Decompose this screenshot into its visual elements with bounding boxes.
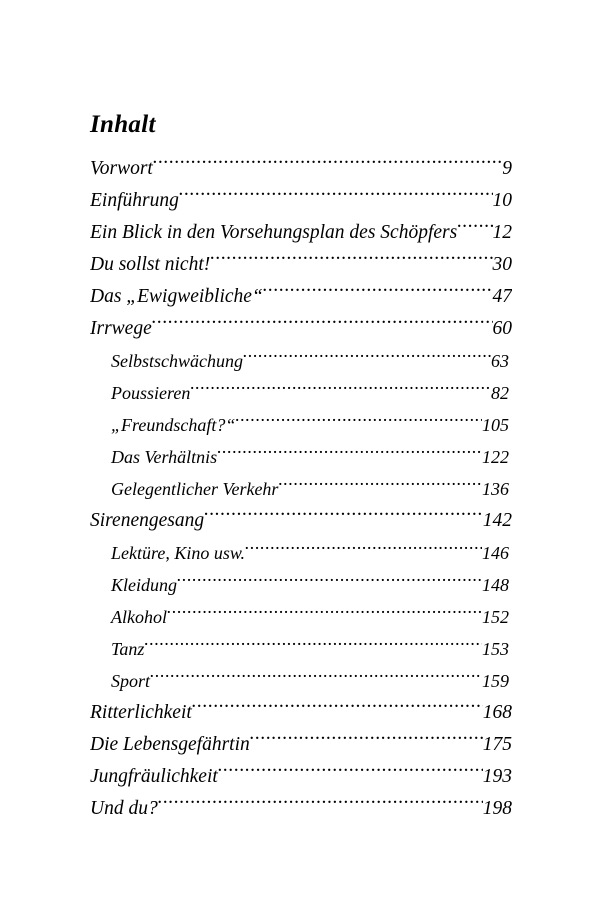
toc-entry-page-number: 60 <box>492 318 512 339</box>
toc-entry[interactable] <box>90 761 512 793</box>
toc-entry-page-number: 159 <box>482 671 509 691</box>
toc-dot-leader <box>167 605 482 623</box>
toc-dot-leader <box>210 251 492 271</box>
toc-entry[interactable] <box>90 601 512 633</box>
toc-entry[interactable] <box>90 345 512 377</box>
toc-dot-leader <box>218 763 483 783</box>
toc-entry-label: Jungfräulichkeit <box>90 766 218 787</box>
toc-entry-label: Selbstschwächung <box>111 351 243 371</box>
toc-entry[interactable] <box>90 441 512 473</box>
toc-entry-label: Sirenengesang <box>90 510 205 531</box>
toc-entry-page-number: 193 <box>482 766 512 787</box>
toc-entry-list <box>90 153 512 825</box>
toc-entry-page-number: 12 <box>492 222 512 243</box>
toc-entry-label: Und du? <box>90 798 158 819</box>
toc-dot-leader <box>243 349 491 367</box>
toc-entry-label: Ritterlichkeit <box>90 702 192 723</box>
toc-entry[interactable] <box>90 153 512 185</box>
toc-entry[interactable] <box>90 217 512 249</box>
toc-entry-page-number: 10 <box>492 190 512 211</box>
toc-dot-leader <box>263 283 493 303</box>
toc-dot-leader <box>245 541 482 559</box>
toc-entry-page-number: 153 <box>482 639 509 659</box>
toc-entry-page-number: 146 <box>482 543 509 563</box>
toc-entry[interactable] <box>90 569 512 601</box>
toc-dot-leader <box>457 219 492 239</box>
toc-dot-leader <box>278 477 482 495</box>
toc-dot-leader <box>179 187 493 207</box>
toc-entry-page-number: 142 <box>482 510 512 531</box>
toc-entry-page-number: 148 <box>482 575 509 595</box>
toc-entry[interactable] <box>90 729 512 761</box>
toc-entry-label: Du sollst nicht! <box>90 254 211 275</box>
toc-entry[interactable] <box>90 633 512 665</box>
toc-entry-page-number: 63 <box>491 351 509 371</box>
toc-dot-leader <box>190 381 491 399</box>
toc-entry-label: Alkohol <box>111 607 167 627</box>
toc-dot-leader <box>235 413 482 431</box>
table-of-contents <box>90 112 512 825</box>
toc-entry-label: Einführung <box>90 190 179 211</box>
toc-entry[interactable] <box>90 505 512 537</box>
toc-dot-leader <box>177 573 482 591</box>
toc-entry-page-number: 122 <box>482 447 509 467</box>
toc-entry-label: Das „Ewigweibliche“ <box>90 286 263 307</box>
page-title: Inhalt <box>90 111 156 138</box>
toc-entry-label: Irrwege <box>90 318 152 339</box>
toc-entry[interactable] <box>90 793 512 825</box>
toc-entry-label: Kleidung <box>111 575 177 595</box>
toc-entry-label: „Freundschaft?“ <box>111 415 236 435</box>
toc-entry[interactable] <box>90 665 512 697</box>
toc-entry[interactable] <box>90 409 512 441</box>
toc-entry[interactable] <box>90 185 512 217</box>
toc-entry[interactable] <box>90 377 512 409</box>
toc-entry-page-number: 47 <box>492 286 512 307</box>
toc-entry[interactable] <box>90 537 512 569</box>
toc-entry[interactable] <box>90 249 512 281</box>
toc-dot-leader <box>158 795 483 815</box>
toc-entry-label: Poussieren <box>111 383 191 403</box>
toc-dot-leader <box>192 699 483 719</box>
toc-entry-label: Sport <box>111 671 151 691</box>
toc-entry-page-number: 168 <box>482 702 512 723</box>
toc-dot-leader <box>150 669 482 687</box>
toc-entry-page-number: 82 <box>491 383 509 403</box>
toc-entry-page-number: 105 <box>482 415 509 435</box>
toc-entry-page-number: 9 <box>502 158 512 179</box>
toc-entry-label: Tanz <box>111 639 145 659</box>
toc-entry-page-number: 136 <box>482 479 509 499</box>
toc-entry[interactable] <box>90 281 512 313</box>
toc-entry[interactable] <box>90 313 512 345</box>
toc-entry[interactable] <box>90 697 512 729</box>
toc-entry-page-number: 175 <box>482 734 512 755</box>
toc-dot-leader <box>250 731 483 751</box>
toc-entry[interactable] <box>90 473 512 505</box>
toc-entry-page-number: 30 <box>492 254 512 275</box>
toc-entry-label: Vorwort <box>90 158 153 179</box>
toc-entry-label: Das Verhältnis <box>111 447 218 467</box>
toc-dot-leader <box>217 445 482 463</box>
toc-entry-label: Gelegentlicher Verkehr <box>111 479 279 499</box>
toc-entry-label: Ein Blick in den Vorsehungsplan des Schöpfers <box>90 222 458 243</box>
toc-entry-page-number: 198 <box>482 798 512 819</box>
toc-entry-label: Die Lebensgefährtin <box>90 734 250 755</box>
toc-entry-page-number: 152 <box>482 607 509 627</box>
toc-entry-label: Lektüre, Kino usw. <box>111 543 245 563</box>
toc-dot-leader <box>152 315 493 335</box>
toc-dot-leader <box>204 507 483 527</box>
toc-dot-leader <box>153 155 502 175</box>
toc-dot-leader <box>144 637 482 655</box>
